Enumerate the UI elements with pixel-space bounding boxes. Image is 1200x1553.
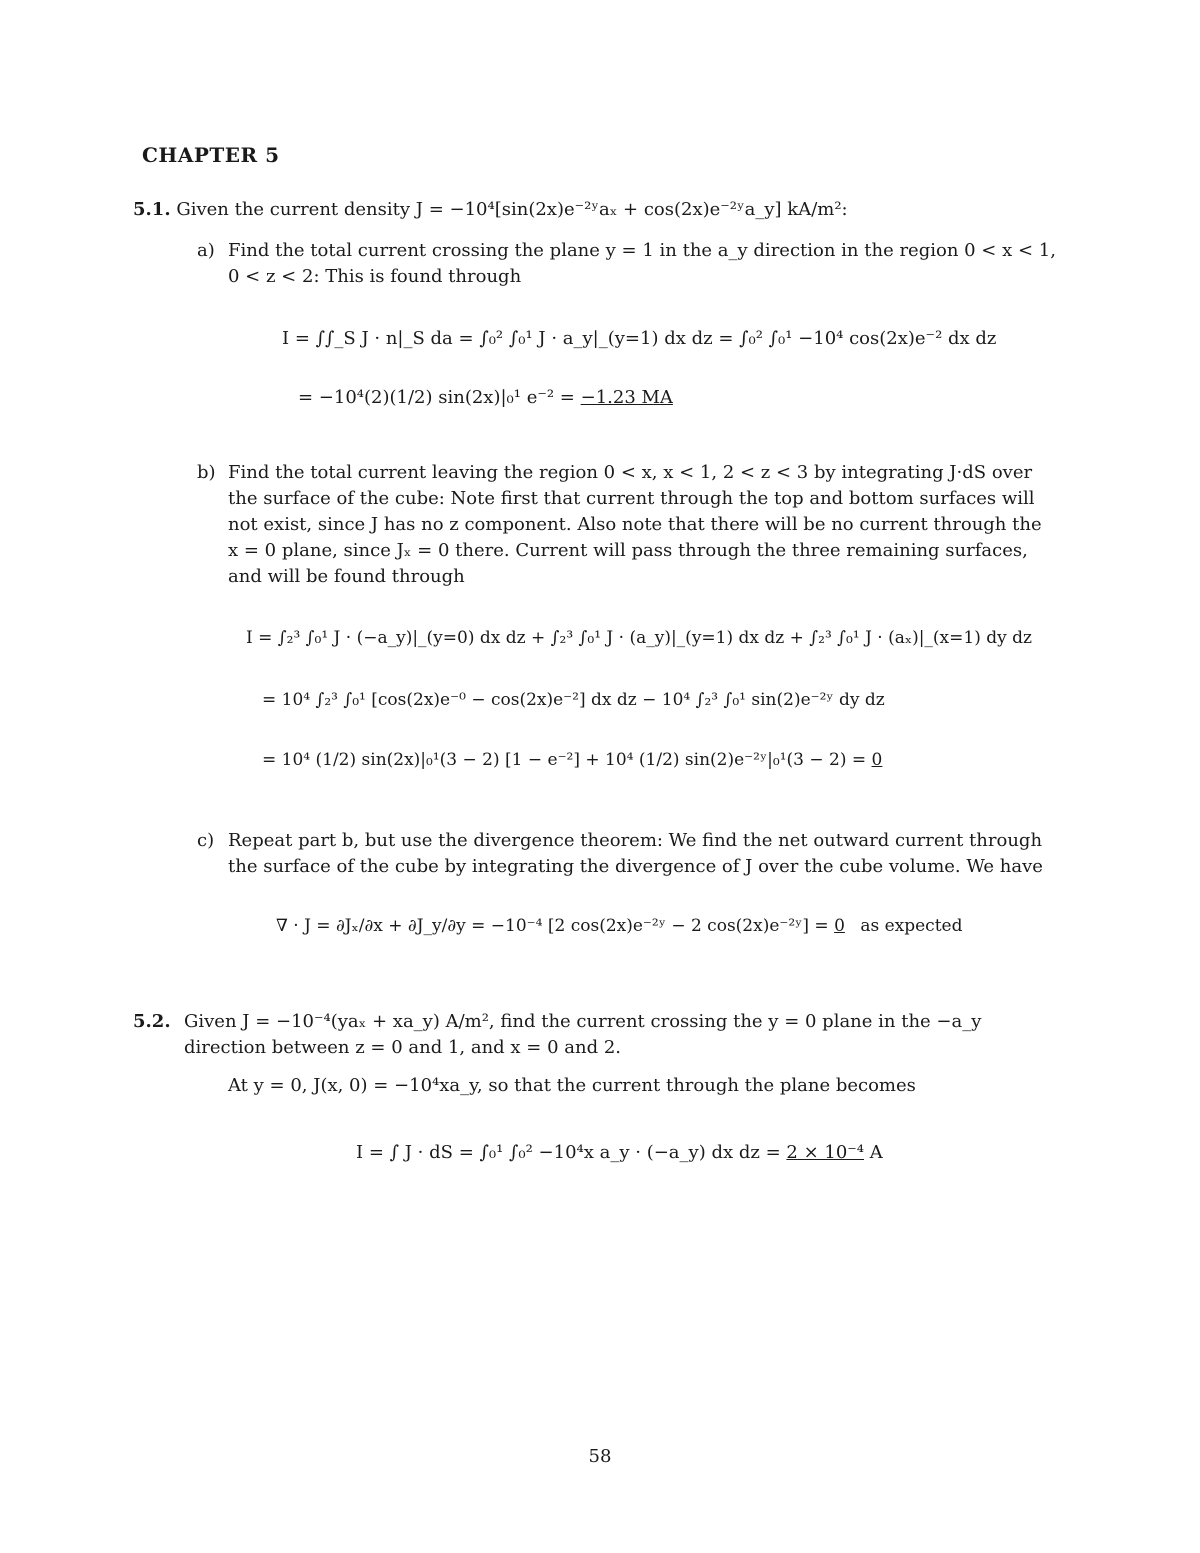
equation-result: −1.23 MA [580,387,673,408]
text-line: the surface of the cube: Note first that current through the top and bottom surfaces will [228,488,1035,509]
chapter-title: CHAPTER 5 [142,143,280,167]
equation-text: = −10⁴(2)(1/2) sin(2x)|₀¹ e⁻² = [298,387,575,408]
equation-b-1: I = ∫₂³ ∫₀¹ J · (−a_y)|_(y=0) dx dz + ∫₂³ ∫₀¹ J · (a_y)|_(y=1) dx dz + ∫₂³ ∫₀¹ J · (aₓ)|_(x=1) dy dz [246,628,1032,648]
part-label: b) [197,462,216,483]
problem-5-1-intro [133,197,848,223]
problem-text: Given the current density J = −10⁴[sin(2x)e⁻²ʸaₓ + cos(2x)e⁻²ʸa_y] kA/m²: [176,199,848,220]
text-line: Repeat part b, but use the divergence theorem: We find the net outward current through [228,830,1043,851]
text-line: not exist, since J has no z component. Also note that there will be no current through the [228,514,1042,535]
problem-number: 5.1. [133,199,171,220]
text-line: direction between z = 0 and 1, and x = 0 and 2. [184,1037,622,1058]
equation-text: = 10⁴ (1/2) sin(2x)|₀¹(3 − 2) [1 − e⁻²] + 10⁴ (1/2) sin(2)e⁻²ʸ|₀¹(3 − 2) = [262,750,867,770]
part-label: c) [197,830,215,851]
problem-5-2 [133,1009,171,1035]
part-label: a) [197,240,215,261]
equation-text: I = ∫ J · dS = ∫₀¹ ∫₀² −10⁴x a_y · (−a_y) dx dz = [356,1142,781,1163]
part-a-text [228,238,1056,290]
page-number: 58 [588,1446,612,1467]
text-line: Find the total current crossing the plane y = 1 in the a_y direction in the region 0 < x < 1, [228,240,1056,261]
part-b [197,460,216,486]
part-c-text [228,828,1043,880]
equation-c [276,916,962,936]
text-line: Find the total current leaving the region 0 < x, x < 1, 2 < z < 3 by integrating J·dS over [228,462,1033,483]
problem-5-2-text [184,1009,981,1061]
text-line: the surface of the cube by integrating the divergence of J over the cube volume. We have [228,856,1043,877]
equation-b-2: = 10⁴ ∫₂³ ∫₀¹ [cos(2x)e⁻⁰ − cos(2x)e⁻²] dx dz − 10⁴ ∫₂³ ∫₀¹ sin(2)e⁻²ʸ dy dz [262,690,885,710]
equation-result: 0 [834,916,845,936]
part-b-text [228,460,1042,590]
part-c [197,828,214,854]
equation-suffix: as expected [860,916,963,936]
equation-b-3 [262,750,882,770]
equation-5-2 [356,1142,883,1163]
equation-result: 2 × 10⁻⁴ [786,1142,864,1163]
text-line: and will be found through [228,566,465,587]
text-line: x = 0 plane, since Jₓ = 0 there. Current will pass through the three remaining surfaces, [228,540,1028,561]
equation-result: 0 [871,750,883,770]
equation-a-1: I = ∫∫_S J · n|_S da = ∫₀² ∫₀¹ J · a_y|_(y=1) dx dz = ∫₀² ∫₀¹ −10⁴ cos(2x)e⁻² dx dz [282,328,997,349]
part-a [197,238,215,264]
problem-number: 5.2. [133,1011,171,1032]
text-line: 0 < z < 2: This is found through [228,266,522,287]
equation-text: ∇ · J = ∂Jₓ/∂x + ∂J_y/∂y = −10⁻⁴ [2 cos(2x)e⁻²ʸ − 2 cos(2x)e⁻²ʸ] = [276,916,829,936]
text-line: Given J = −10⁻⁴(yaₓ + xa_y) A/m², find the current crossing the y = 0 plane in the −a_y [184,1011,982,1032]
equation-unit: A [869,1142,883,1163]
equation-a-2 [298,387,673,408]
problem-5-2-statement: At y = 0, J(x, 0) = −10⁴xa_y, so that the current through the plane becomes [228,1075,916,1096]
